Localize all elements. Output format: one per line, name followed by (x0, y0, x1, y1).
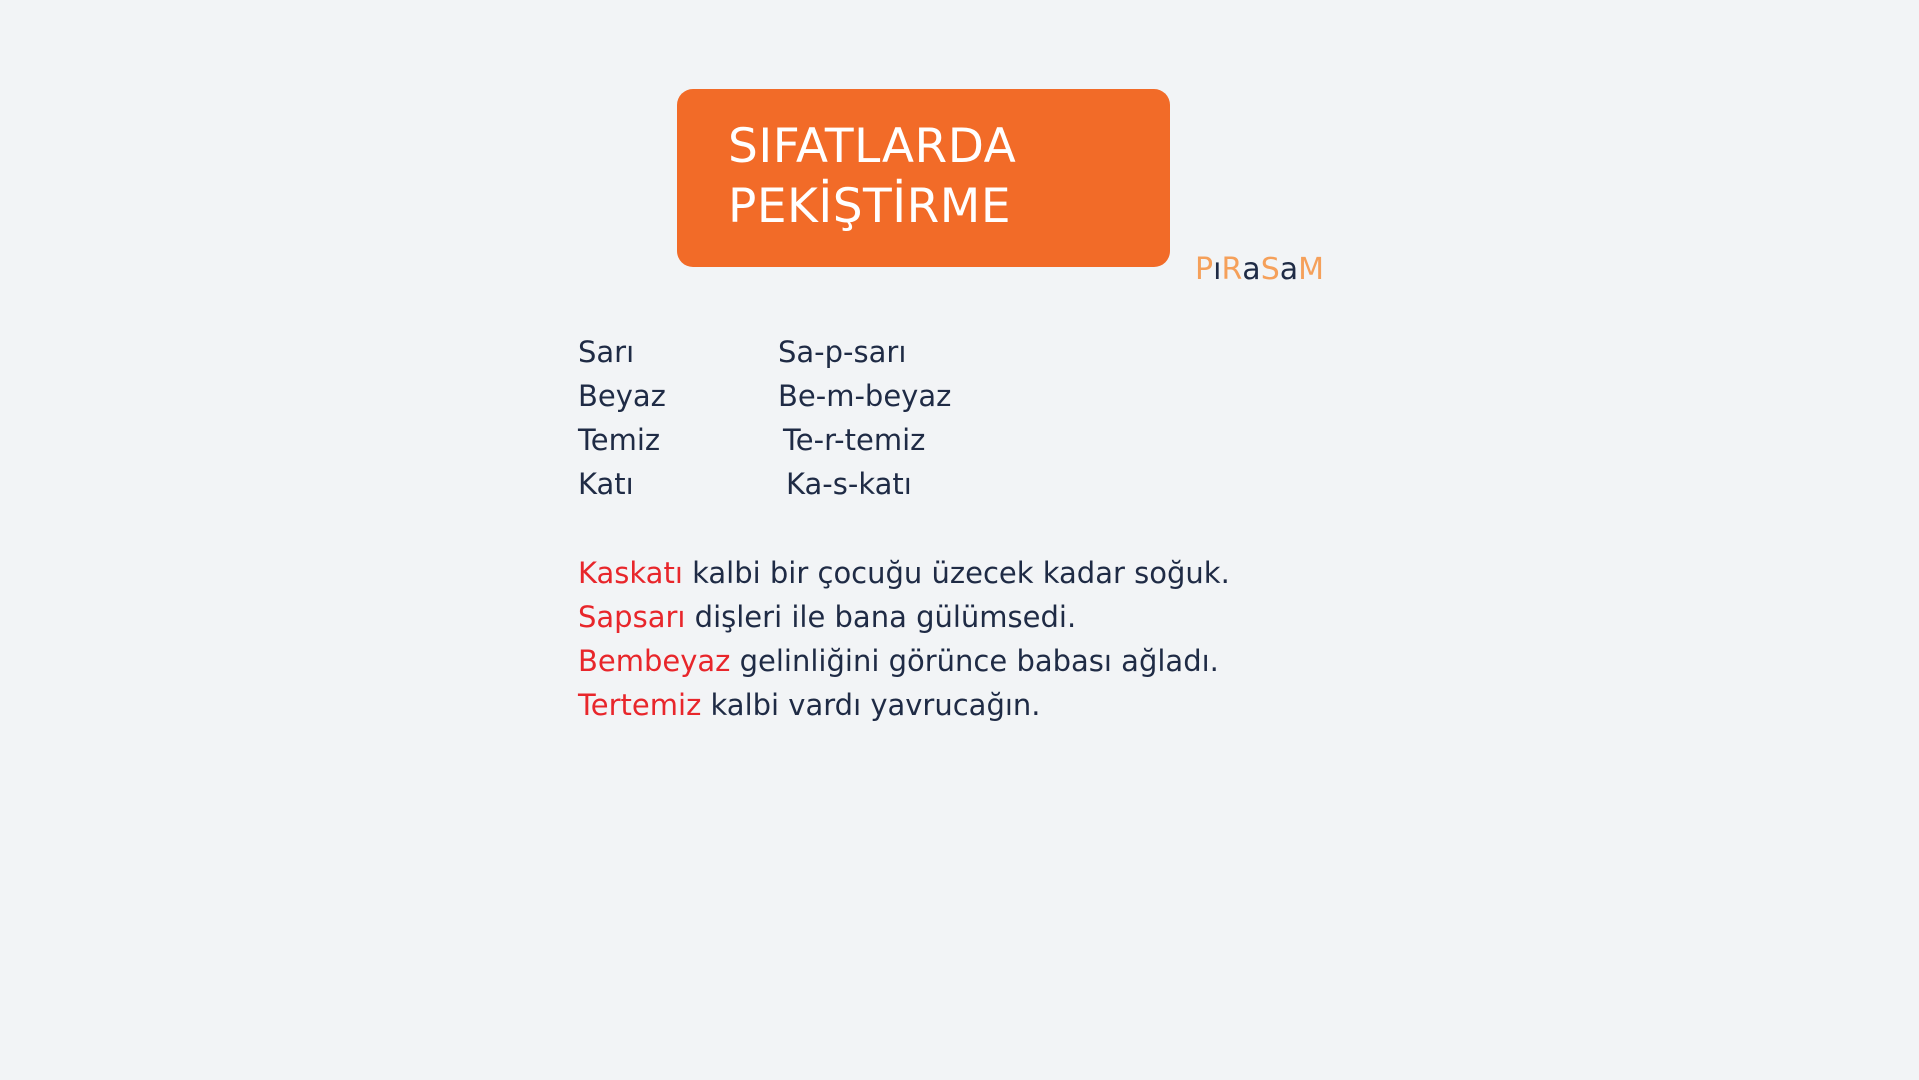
brand-letter: R (1221, 252, 1243, 287)
base-adjective: Beyaz (578, 379, 666, 413)
brand-letter: ı (1213, 252, 1222, 287)
reduplicated-adjective: Ka-s-katı (786, 467, 912, 501)
highlighted-adjective: Bembeyaz (578, 644, 731, 678)
title-box (677, 89, 1170, 267)
title-line-1: SIFATLARDA (728, 119, 1017, 174)
base-adjective: Katı (578, 467, 634, 501)
highlighted-adjective: Kaskatı (578, 556, 683, 590)
sentence-rest: kalbi bir çocuğu üzecek kadar soğuk. (682, 556, 1230, 590)
base-adjective: Sarı (578, 335, 635, 369)
example-sentence (578, 595, 1230, 639)
title-line-2: PEKİŞTİRME (728, 179, 1012, 234)
highlighted-adjective: Sapsarı (578, 600, 686, 634)
brand-logo (1195, 250, 1324, 290)
sentence-rest: dişleri ile bana gülümsedi. (685, 600, 1077, 634)
sentence-rest: gelinliğini görünce babası ağladı. (730, 644, 1219, 678)
reduplicated-adjective: Be-m-beyaz (778, 379, 952, 413)
reduplicated-adjective: Te-r-temiz (783, 423, 926, 457)
example-sentence (578, 683, 1230, 727)
brand-letter: P (1195, 252, 1214, 287)
brand-letter: a (1279, 252, 1299, 287)
example-sentences (578, 551, 1230, 727)
highlighted-adjective: Tertemiz (578, 688, 702, 722)
example-sentence (578, 639, 1230, 683)
reduplicated-adjective: Sa-p-sarı (778, 335, 907, 369)
brand-letter: M (1298, 252, 1325, 287)
example-sentence (578, 551, 1230, 595)
base-adjective: Temiz (578, 423, 661, 457)
brand-letter: S (1260, 252, 1280, 287)
brand-letter: a (1242, 252, 1261, 287)
sentence-rest: kalbi vardı yavrucağın. (701, 688, 1041, 722)
